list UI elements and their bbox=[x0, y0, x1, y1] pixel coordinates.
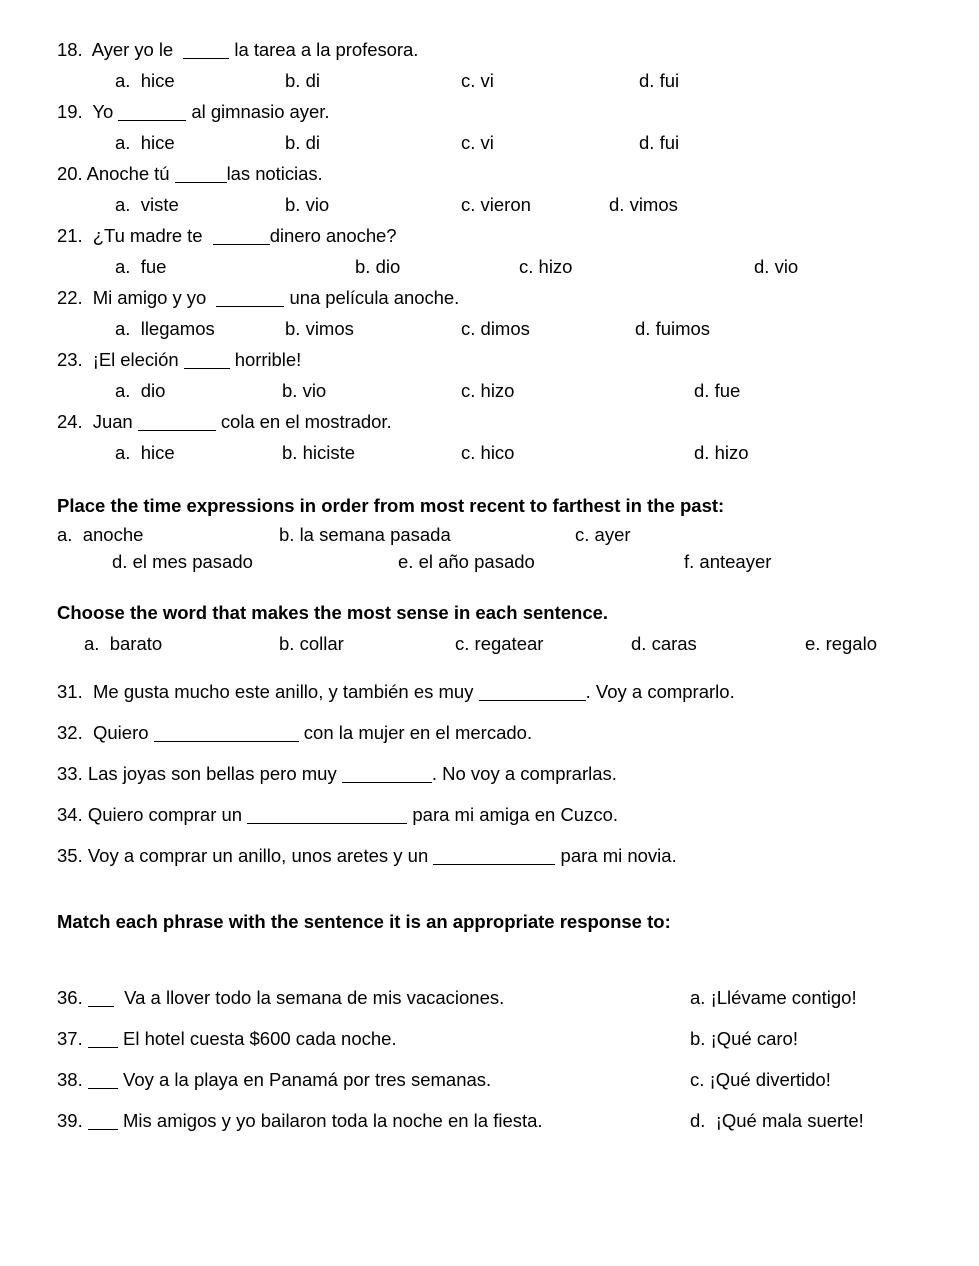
sentence-text-pre: Quiero bbox=[82, 722, 154, 743]
time-expression-option[interactable]: b. la semana pasada bbox=[279, 524, 451, 545]
question-number: 24. bbox=[57, 411, 83, 432]
sentence-text-post: con la mujer en el mercado. bbox=[298, 722, 533, 743]
match-answer-option[interactable]: a. ¡Llévame contigo! bbox=[690, 987, 857, 1008]
answer-option[interactable]: a. llegamos bbox=[115, 318, 215, 339]
match-prompt bbox=[57, 1059, 491, 1100]
answer-blank[interactable] bbox=[88, 1115, 118, 1130]
answer-blank[interactable] bbox=[433, 850, 555, 865]
vocab-option[interactable]: c. regatear bbox=[455, 633, 544, 654]
time-expression-option[interactable]: e. el año pasado bbox=[398, 551, 535, 572]
answer-option[interactable]: d. vimos bbox=[609, 194, 678, 215]
answer-blank[interactable] bbox=[118, 106, 186, 121]
question-number: 32. bbox=[57, 722, 83, 743]
answer-blank[interactable] bbox=[479, 686, 586, 701]
answer-option[interactable]: c. hizo bbox=[461, 380, 515, 401]
time-section-heading: Place the time expressions in order from most recent to farthest in the past: bbox=[57, 495, 725, 516]
match-prompt-text: El hotel cuesta $600 cada noche. bbox=[117, 1028, 397, 1049]
answer-option[interactable]: c. vieron bbox=[461, 194, 531, 215]
question-text-post: al gimnasio ayer. bbox=[186, 101, 330, 122]
question-number: 34. bbox=[57, 804, 83, 825]
match-section-heading: Match each phrase with the sentence it is an appropriate response to: bbox=[57, 911, 671, 932]
answer-option[interactable]: b. di bbox=[285, 132, 320, 153]
match-answer-option[interactable]: b. ¡Qué caro! bbox=[690, 1028, 798, 1049]
question-text-post: una película anoche. bbox=[284, 287, 460, 308]
answer-option[interactable]: d. fue bbox=[694, 380, 741, 401]
answer-option[interactable]: b. di bbox=[285, 70, 320, 91]
vocab-sentence bbox=[57, 712, 937, 753]
option-row bbox=[57, 127, 937, 158]
match-row bbox=[57, 1018, 937, 1059]
question-number: 20. bbox=[57, 163, 83, 184]
match-prompt bbox=[57, 977, 504, 1018]
vocab-option[interactable]: e. regalo bbox=[805, 633, 877, 654]
answer-blank[interactable] bbox=[175, 168, 227, 183]
vocab-section-heading: Choose the word that makes the most sense in each sentence. bbox=[57, 602, 609, 623]
section-gap bbox=[57, 468, 937, 490]
answer-option[interactable]: c. vi bbox=[461, 70, 494, 91]
option-row bbox=[57, 313, 937, 344]
answer-blank[interactable] bbox=[183, 44, 229, 59]
time-expression-row bbox=[57, 521, 937, 548]
answer-option[interactable]: a. hice bbox=[115, 132, 175, 153]
answer-option[interactable]: d. hizo bbox=[694, 442, 749, 463]
sentence-text-post: para mi amiga en Cuzco. bbox=[407, 804, 619, 825]
question-number: 39. bbox=[57, 1110, 83, 1131]
option-row bbox=[57, 189, 937, 220]
match-row bbox=[57, 1059, 937, 1100]
answer-option[interactable]: a. viste bbox=[115, 194, 179, 215]
option-row bbox=[57, 375, 937, 406]
match-answer-option[interactable]: c. ¡Qué divertido! bbox=[690, 1069, 831, 1090]
question-text-pre: Ayer yo le bbox=[82, 39, 184, 60]
question-number: 18. bbox=[57, 39, 83, 60]
question-stem bbox=[57, 220, 937, 251]
question-stem bbox=[57, 282, 937, 313]
answer-option[interactable]: d. fui bbox=[639, 132, 680, 153]
match-prompt bbox=[57, 1018, 397, 1059]
time-expression-option[interactable]: c. ayer bbox=[575, 524, 631, 545]
answer-blank[interactable] bbox=[213, 230, 270, 245]
question-text-pre: Mi amigo y yo bbox=[82, 287, 217, 308]
question-text-pre: Yo bbox=[82, 101, 119, 122]
time-expression-row bbox=[57, 548, 937, 575]
question-number: 22. bbox=[57, 287, 83, 308]
answer-blank[interactable] bbox=[88, 1074, 118, 1089]
question-number: 21. bbox=[57, 225, 83, 246]
answer-option[interactable]: b. vio bbox=[285, 194, 330, 215]
answer-option[interactable]: a. hice bbox=[115, 442, 175, 463]
question-text-post: cola en el mostrador. bbox=[215, 411, 392, 432]
question-number: 36. bbox=[57, 987, 83, 1008]
vocab-sentence bbox=[57, 753, 937, 794]
question-number: 19. bbox=[57, 101, 83, 122]
option-row bbox=[57, 251, 937, 282]
sentence-text-post: . Voy a comprarlo. bbox=[585, 681, 735, 702]
answer-blank[interactable] bbox=[88, 992, 114, 1007]
match-prompt-text: Mis amigos y yo bailaron toda la noche en la fiesta. bbox=[117, 1110, 543, 1131]
vocab-sentence-block bbox=[57, 671, 937, 876]
question-text-post: las noticias. bbox=[226, 163, 323, 184]
document-body bbox=[57, 34, 937, 1141]
answer-option[interactable]: b. vio bbox=[282, 380, 327, 401]
match-answer-option[interactable]: d. ¡Qué mala suerte! bbox=[690, 1110, 864, 1131]
question-number: 38. bbox=[57, 1069, 83, 1090]
answer-blank[interactable] bbox=[216, 292, 284, 307]
sentence-text-pre: Voy a comprar un anillo, unos aretes y un bbox=[82, 845, 434, 866]
vocab-sentence bbox=[57, 671, 937, 712]
answer-option[interactable]: a. fue bbox=[115, 256, 167, 277]
match-prompt-text: Va a llover todo la semana de mis vacaciones. bbox=[113, 987, 505, 1008]
answer-blank[interactable] bbox=[138, 416, 216, 431]
question-stem bbox=[57, 344, 937, 375]
answer-option[interactable]: d. vio bbox=[754, 256, 799, 277]
vocab-sentence bbox=[57, 794, 937, 835]
question-number: 31. bbox=[57, 681, 83, 702]
sentence-text-pre: Me gusta mucho este anillo, y también es muy bbox=[82, 681, 479, 702]
question-number: 37. bbox=[57, 1028, 83, 1049]
vocab-option[interactable]: d. caras bbox=[631, 633, 697, 654]
match-prompt bbox=[57, 1100, 543, 1141]
sentence-text-pre: Quiero comprar un bbox=[82, 804, 248, 825]
question-text-post: la tarea a la profesora. bbox=[229, 39, 419, 60]
grammar-question-block bbox=[57, 34, 937, 468]
match-prompt-text: Voy a la playa en Panamá por tres semanas. bbox=[117, 1069, 492, 1090]
question-text-pre: Anoche tú bbox=[82, 163, 175, 184]
answer-option[interactable]: a. dio bbox=[115, 380, 166, 401]
section-gap-3 bbox=[57, 876, 937, 906]
question-text-pre: Juan bbox=[82, 411, 138, 432]
answer-option[interactable]: b. dio bbox=[355, 256, 401, 277]
answer-option[interactable]: d. fuimos bbox=[635, 318, 711, 339]
answer-blank[interactable] bbox=[184, 354, 230, 369]
vocab-option[interactable]: a. barato bbox=[84, 633, 163, 654]
match-gap bbox=[57, 937, 937, 977]
question-number: 33. bbox=[57, 763, 83, 784]
answer-option[interactable]: b. vimos bbox=[285, 318, 354, 339]
answer-option[interactable]: c. dimos bbox=[461, 318, 530, 339]
question-text-pre: ¡El eleción bbox=[82, 349, 184, 370]
answer-blank[interactable] bbox=[247, 809, 407, 824]
answer-option[interactable]: c. hico bbox=[461, 442, 515, 463]
match-row bbox=[57, 1100, 937, 1141]
question-stem bbox=[57, 158, 937, 189]
time-expression-option[interactable]: a. anoche bbox=[57, 524, 144, 545]
answer-blank[interactable] bbox=[342, 768, 432, 783]
time-expression-option[interactable]: f. anteayer bbox=[684, 551, 772, 572]
answer-option[interactable]: d. fui bbox=[639, 70, 680, 91]
match-rows-block bbox=[57, 977, 937, 1141]
question-text-post: dinero anoche? bbox=[269, 225, 397, 246]
vocab-option[interactable]: b. collar bbox=[279, 633, 344, 654]
time-expression-option[interactable]: d. el mes pasado bbox=[112, 551, 253, 572]
question-stem bbox=[57, 406, 937, 437]
answer-blank[interactable] bbox=[88, 1033, 118, 1048]
option-row bbox=[57, 65, 937, 96]
vocab-sentence bbox=[57, 835, 937, 876]
question-stem bbox=[57, 34, 937, 65]
answer-option[interactable]: b. hiciste bbox=[282, 442, 356, 463]
section-gap-2 bbox=[57, 575, 937, 597]
answer-blank[interactable] bbox=[154, 727, 299, 742]
option-row bbox=[57, 437, 937, 468]
question-stem bbox=[57, 96, 937, 127]
question-number: 23. bbox=[57, 349, 83, 370]
vocab-option-row bbox=[57, 628, 937, 659]
answer-option[interactable]: c. vi bbox=[461, 132, 494, 153]
sentence-text-post: para mi novia. bbox=[555, 845, 677, 866]
answer-option[interactable]: c. hizo bbox=[519, 256, 573, 277]
question-number: 35. bbox=[57, 845, 83, 866]
sentence-text-post: . No voy a comprarlas. bbox=[431, 763, 617, 784]
answer-option[interactable]: a. hice bbox=[115, 70, 175, 91]
time-expressions-block bbox=[57, 521, 937, 575]
question-text-post: horrible! bbox=[229, 349, 302, 370]
vocab-gap bbox=[57, 659, 937, 671]
sentence-text-pre: Las joyas son bellas pero muy bbox=[82, 763, 342, 784]
question-text-pre: ¿Tu madre te bbox=[82, 225, 213, 246]
match-row bbox=[57, 977, 937, 1018]
